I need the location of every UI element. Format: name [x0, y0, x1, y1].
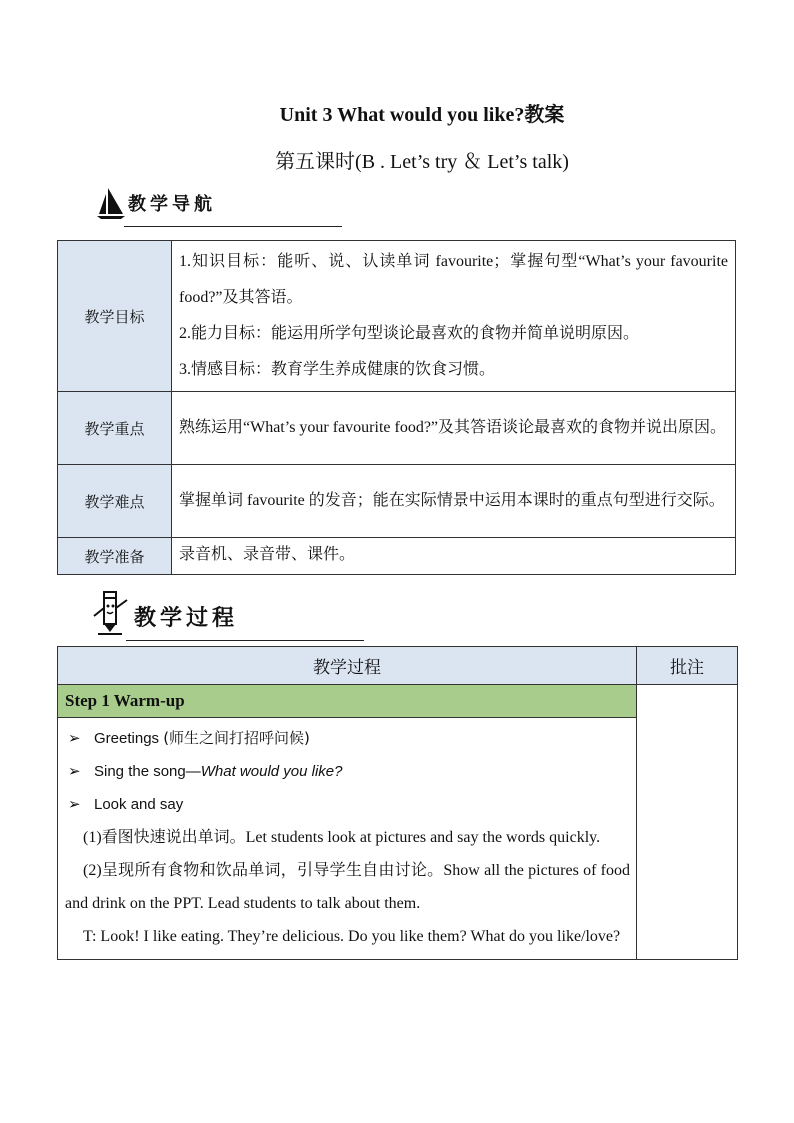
table-row — [58, 538, 736, 575]
row-label: 教学难点 — [58, 465, 172, 538]
section-banner-process — [90, 588, 238, 638]
table-row — [58, 392, 736, 465]
row-content — [172, 241, 736, 392]
column-header-notes: 批注 — [637, 647, 738, 685]
bullet-text: Greetings — [94, 730, 164, 747]
list-item — [65, 722, 630, 755]
sailboat-icon — [96, 186, 126, 220]
content-line: 熟练运用“What’s your favourite food?”及其答语谈论最喜欢的食物并说出原因。 — [179, 419, 727, 436]
bullet-text: Sing the song— — [94, 763, 201, 780]
table-row — [58, 685, 738, 718]
list-item — [65, 755, 630, 788]
row-label: 教学目标 — [58, 241, 172, 392]
section-banner-nav — [96, 186, 216, 220]
page-subtitle: 第五课时(B . Let’s try ＆ Let’s talk) — [275, 151, 569, 173]
column-header-process: 教学过程 — [58, 647, 637, 685]
song-title: What would you like? — [200, 763, 343, 780]
content-line: 1.知识目标：能听、说、认读单词 favourite；掌握句型“What’s your favourite food?”及其答语。 — [179, 253, 728, 306]
row-content — [172, 465, 736, 538]
list-item — [65, 788, 630, 821]
table-row — [58, 241, 736, 392]
banner-label: 教学过程 — [134, 606, 239, 631]
content-line: 录音机、录音带、课件。 — [179, 546, 356, 563]
row-label: 教学重点 — [58, 392, 172, 465]
content-line: 3.情感目标：教育学生养成健康的饮食习惯。 — [179, 361, 496, 378]
step-body — [58, 718, 637, 960]
bullet-arrow-icon: ➢ — [68, 762, 81, 780]
table-header-row — [58, 647, 738, 685]
table-row — [58, 465, 736, 538]
row-label: 教学准备 — [58, 538, 172, 575]
content-line: 掌握单词 favourite 的发音；能在实际情景中运用本课时的重点句型进行交际。 — [179, 492, 725, 509]
pencil-character-icon — [90, 588, 130, 638]
bullet-arrow-icon: ➢ — [68, 729, 81, 747]
paragraph: (2)呈现所有食物和饮品单词，引导学生自由讨论。Show all the pictures of food and drink on the PPT. Lead students to talk about them. — [65, 862, 630, 912]
banner-underline — [126, 640, 364, 641]
bullet-note: (师生之间打招呼问候) — [163, 729, 310, 747]
bullet-text: Look and say — [94, 796, 184, 813]
page-title: Unit 3 What would you like?教案 — [279, 104, 565, 126]
paragraph: (1)看图快速说出单词。Let students look at pictures and say the words quickly. — [83, 829, 601, 846]
row-content — [172, 538, 736, 575]
banner-underline — [124, 226, 342, 227]
notes-cell — [637, 685, 738, 960]
content-line: 2.能力目标：能运用所学句型谈论最喜欢的食物并简单说明原因。 — [179, 325, 640, 342]
row-content — [172, 392, 736, 465]
table-row — [58, 718, 738, 960]
banner-label: 教学导航 — [128, 194, 216, 215]
overview-table — [57, 240, 736, 575]
bullet-arrow-icon: ➢ — [68, 795, 81, 813]
paragraph: T: Look! I like eating. They’re delicious. Do you like them? What do you like/love? — [83, 928, 621, 945]
step-title: Step 1 Warm-up — [58, 685, 637, 718]
process-table — [57, 646, 738, 960]
